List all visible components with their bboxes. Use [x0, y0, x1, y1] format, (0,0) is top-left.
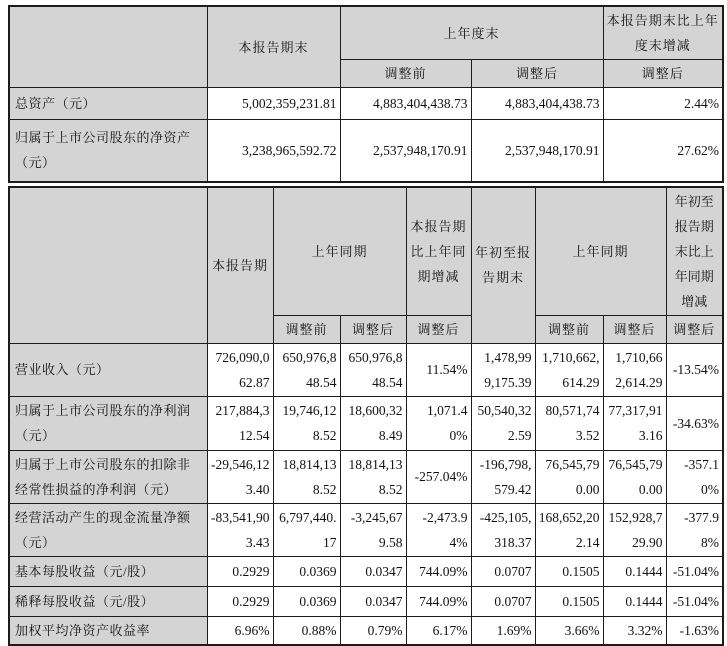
pct-cell: -357.10% [666, 450, 723, 503]
col-header-change-vs-prev-year-end: 本报告期末比上年度末增减 [603, 6, 723, 60]
row-label: 归属于上市公司股东的扣除非经常性损益的净利润（元） [9, 450, 207, 503]
value-cell: 19,746,128.52 [273, 396, 340, 450]
value-cell: -196,798,579.42 [471, 450, 535, 503]
row-label: 归属于上市公司股东的净利润（元） [9, 396, 207, 450]
subheader-before-adjustment-1: 调整前 [273, 315, 340, 343]
pct-cell: 1.69% [471, 616, 535, 645]
value-cell: 0.2929 [207, 556, 273, 586]
col-header-prev-year-same-period-1: 上年同期 [273, 187, 406, 316]
corner-cell [9, 187, 207, 344]
value-cell: 6,797,440.17 [273, 503, 340, 556]
pct-cell: -2,473.94% [406, 503, 471, 556]
row-label: 基本每股收益（元/股） [9, 556, 207, 586]
col-header-prev-year-end: 上年度末 [340, 6, 603, 60]
value-cell: 4,883,404,438.73 [471, 88, 603, 120]
subheader-after-adjustment-2: 调整后 [603, 315, 666, 343]
pct-cell: 2.44% [603, 88, 723, 120]
header-row-1 [9, 6, 723, 60]
value-cell: 18,814,138.52 [340, 450, 406, 503]
row-label: 稀释每股收益（元/股） [9, 586, 207, 616]
pct-cell: 0.88% [273, 616, 340, 645]
table-row-net-assets [9, 120, 723, 182]
value-cell: 2,537,948,170.91 [340, 120, 471, 182]
value-cell: -425,105,318.37 [471, 503, 535, 556]
col-header-current-period: 本报告期 [207, 187, 273, 344]
table-row-diluted-eps [9, 586, 723, 616]
col-header-ytd-period-end: 年初至报告期末 [471, 187, 535, 344]
value-cell: 650,976,848.54 [273, 343, 340, 396]
value-cell: 217,884,312.54 [207, 396, 273, 450]
corner-cell [9, 6, 207, 88]
value-cell: 168,652,202.14 [535, 503, 603, 556]
table-row-basic-eps [9, 556, 723, 586]
subheader-after-adjustment-1: 调整后 [340, 315, 406, 343]
value-cell: -83,541,903.43 [207, 503, 273, 556]
pct-cell: -34.63% [666, 396, 723, 450]
pct-cell: -51.04% [666, 556, 723, 586]
subheader-change-after-adjustment-1: 调整后 [406, 315, 471, 343]
pct-cell: 3.66% [535, 616, 603, 645]
pct-cell: -257.04% [406, 450, 471, 503]
value-cell: 0.0707 [471, 586, 535, 616]
table-row-weighted-avg-roe [9, 616, 723, 645]
value-cell: 726,090,062.87 [207, 343, 273, 396]
col-header-prev-year-same-period-2: 上年同期 [535, 187, 666, 316]
value-cell: 76,545,790.00 [535, 450, 603, 503]
pct-cell: -51.04% [666, 586, 723, 616]
value-cell: 1,478,999,175.39 [471, 343, 535, 396]
pct-cell: -377.98% [666, 503, 723, 556]
pct-cell: 744.09% [406, 586, 471, 616]
value-cell: 4,883,404,438.73 [340, 88, 471, 120]
value-cell: 5,002,359,231.81 [207, 88, 340, 120]
pct-cell: -13.54% [666, 343, 723, 396]
value-cell: 2,537,948,170.91 [471, 120, 603, 182]
value-cell: 0.1444 [603, 556, 666, 586]
pct-cell: 744.09% [406, 556, 471, 586]
col-header-change-vs-prev-year-period: 本报告期比上年同期增减 [406, 187, 471, 316]
value-cell: 18,600,328.49 [340, 396, 406, 450]
table-row-net-profit [9, 396, 723, 450]
header-row-1 [9, 187, 723, 316]
pct-cell: 11.54% [406, 343, 471, 396]
subheader-change-after-adjustment: 调整后 [603, 60, 723, 88]
value-cell: 0.2929 [207, 586, 273, 616]
value-cell: 18,814,138.52 [273, 450, 340, 503]
pct-cell: 6.17% [406, 616, 471, 645]
subheader-change-after-adjustment-2: 调整后 [666, 315, 723, 343]
pct-cell: -1.63% [666, 616, 723, 645]
value-cell: 80,571,743.52 [535, 396, 603, 450]
table-row-operating-revenue [9, 343, 723, 396]
value-cell: 0.0347 [340, 586, 406, 616]
value-cell: 3,238,965,592.72 [207, 120, 340, 182]
table-row-total-assets [9, 88, 723, 120]
table-row-net-profit-excl-nonrecurring [9, 450, 723, 503]
row-label: 加权平均净资产收益率 [9, 616, 207, 645]
subheader-after-adjustment: 调整后 [471, 60, 603, 88]
value-cell: 650,976,848.54 [340, 343, 406, 396]
pct-cell: 1,071.40% [406, 396, 471, 450]
value-cell: 0.1505 [535, 556, 603, 586]
value-cell: 0.1505 [535, 586, 603, 616]
metrics-table-period-end [8, 5, 724, 183]
value-cell: 1,710,662,614.29 [603, 343, 666, 396]
value-cell: 0.0369 [273, 556, 340, 586]
table-row-operating-cash-flow [9, 503, 723, 556]
value-cell: 0.1444 [603, 586, 666, 616]
value-cell: 1,710,662,614.29 [535, 343, 603, 396]
value-cell: 0.0369 [273, 586, 340, 616]
col-header-ytd-change: 年初至报告期末比上年同期增减 [666, 187, 723, 316]
row-label: 经营活动产生的现金流量净额（元） [9, 503, 207, 556]
value-cell: -29,546,123.40 [207, 450, 273, 503]
row-label: 营业收入（元） [9, 343, 207, 396]
value-cell: 50,540,322.59 [471, 396, 535, 450]
value-cell: 152,928,729.90 [603, 503, 666, 556]
value-cell: 76,545,790.00 [603, 450, 666, 503]
value-cell: 0.0347 [340, 556, 406, 586]
pct-cell: 27.62% [603, 120, 723, 182]
value-cell: 77,317,913.16 [603, 396, 666, 450]
metrics-table-period-flow [8, 186, 724, 646]
pct-cell: 6.96% [207, 616, 273, 645]
row-label: 总资产（元） [9, 88, 207, 120]
subheader-before-adjustment: 调整前 [340, 60, 471, 88]
pct-cell: 0.79% [340, 616, 406, 645]
pct-cell: 3.32% [603, 616, 666, 645]
subheader-before-adjustment-2: 调整前 [535, 315, 603, 343]
col-header-current-period-end: 本报告期末 [207, 6, 340, 88]
value-cell: -3,245,679.58 [340, 503, 406, 556]
value-cell: 0.0707 [471, 556, 535, 586]
row-label: 归属于上市公司股东的净资产（元） [9, 120, 207, 182]
